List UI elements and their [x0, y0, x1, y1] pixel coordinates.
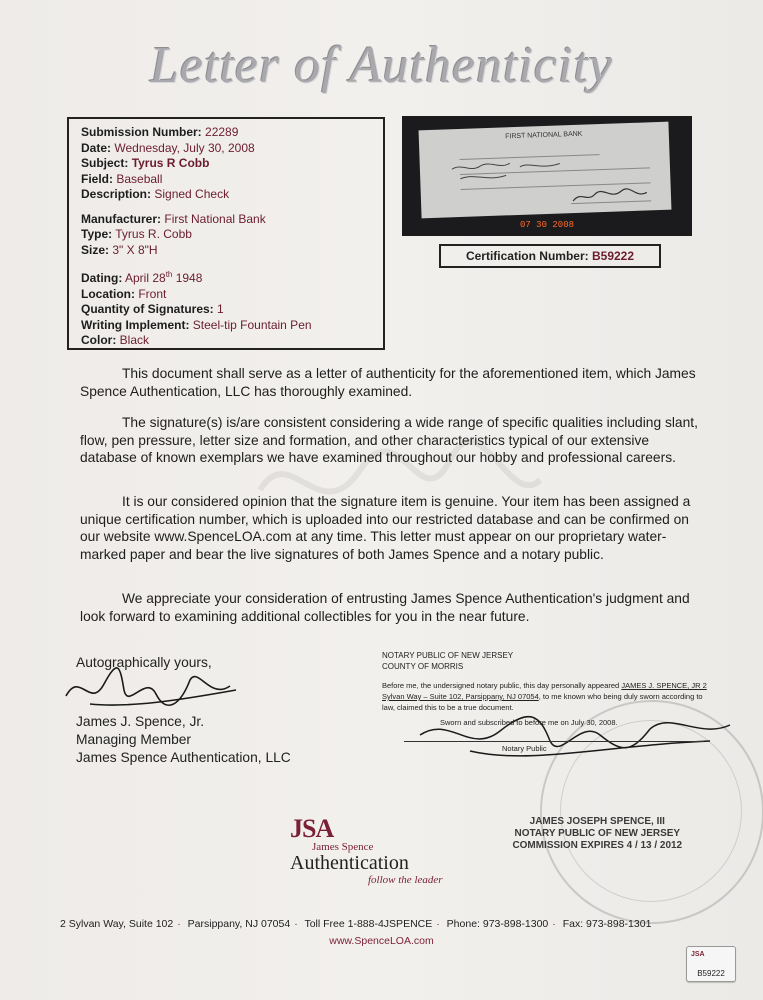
quantity-row: Quantity of Signatures: 1 — [81, 302, 224, 316]
jsa-hologram-sticker: JSA B59222 — [686, 946, 736, 982]
color-row: Color: Black — [81, 333, 150, 347]
description-row: Description: Signed Check — [81, 187, 230, 201]
signer-company: James Spence Authentication, LLC — [76, 750, 291, 765]
jsa-logo-tagline: follow the leader — [368, 874, 443, 886]
page-title: Letter of Authenticity — [150, 37, 613, 94]
jsa-logo-mark: JSA — [290, 814, 334, 843]
body-paragraph-4: We appreciate your consideration of entrusting James Spence Authentication's judgment and look forward to examining additional collectibles for you in the near future. — [80, 591, 690, 624]
body-paragraph-2: The signature(s) is/are consistent considering a wide range of specific qualities including slant, flow, pen pressure, letter size and formation, and other characteristics typical of our extensive database of known exemplars we have examined throughout our hobby and professional careers. — [80, 415, 698, 465]
body-paragraph-1: This document shall serve as a letter of authenticity for the aforementioned item, which James Spence Authentication, LLC has thoroughly examined. — [80, 366, 696, 399]
jsa-logo-name: James Spence — [312, 841, 374, 853]
body-paragraph-3: It is our considered opinion that the signature item is genuine. Your item has been assigned a unique certification number, which is uploaded into our restricted database and can be confirmed on our website www.SpenceLOA.com at any time. This letter must appear on our proprietary water-marked paper and bear the live signatures of both James Spence and a notary public. — [80, 494, 691, 562]
check-handwriting-icon — [450, 157, 571, 185]
sticker-number: B59222 — [697, 969, 725, 978]
notary-signature-line — [404, 741, 704, 742]
check-signature-icon — [571, 186, 652, 205]
footer-contact: 2 Sylvan Way, Suite 102 · Parsippany, NJ 07054 · Toll Free 1-888-4JSPENCE · Phone: 973-898-1300 · Fax: 973-898-1301 — [60, 918, 652, 930]
type-row: Type: Tyrus R. Cobb — [81, 227, 192, 241]
notary-public-label: Notary Public — [502, 744, 547, 753]
photo-date-stamp: 07 30 2008 — [519, 220, 574, 230]
certification-number-box: Certification Number: B59222 — [439, 244, 661, 268]
manufacturer-row: Manufacturer: First National Bank — [81, 211, 266, 226]
spence-signature-icon — [60, 660, 240, 720]
signer-role: Managing Member — [76, 732, 192, 747]
subject-row: Subject: Tyrus R Cobb — [81, 156, 210, 170]
notary-signature-icon — [410, 705, 740, 775]
check-bank-name: FIRST NATIONAL BANK — [505, 130, 583, 141]
date-row: Date: Wednesday, July 30, 2008 — [81, 140, 255, 155]
implement-row: Writing Implement: Steel-tip Fountain Pen — [81, 317, 312, 332]
item-details-box — [67, 117, 385, 350]
signer-block — [76, 713, 291, 767]
footer-website: www.SpenceLOA.com — [329, 935, 434, 947]
submission-number-row: Submission Number: 22289 — [81, 125, 239, 139]
check-photo — [402, 116, 692, 236]
notary-stamp: JAMES JOSEPH SPENCE, III NOTARY PUBLIC OF NEW JERSEY COMMISSION EXPIRES 4 / 13 / 2012 — [512, 815, 683, 851]
notary-sworn: Sworn and subscribed to before me on July 30, 2008. — [440, 718, 618, 727]
dating-row: Dating: April 28th 1948 — [81, 270, 203, 285]
signer-name: James J. Spence, Jr. — [76, 714, 205, 729]
jsa-logo — [290, 816, 490, 886]
notary-line-1: NOTARY PUBLIC OF NEW JERSEY — [382, 651, 514, 660]
location-row: Location: Front — [81, 286, 167, 301]
jsa-logo-authentication: Authentication — [290, 852, 409, 874]
field-row: Field: Baseball — [81, 171, 163, 186]
closing-text: Autographically yours, — [76, 655, 212, 670]
notary-line-2: COUNTY OF MORRIS — [382, 662, 464, 671]
size-row: Size: 3" X 8"H — [81, 242, 158, 257]
check-image — [419, 122, 672, 219]
notary-statement: Before me, the undersigned notary public, this day personally appeared JAMES J. SPENCE, JR 2 Sylvan Way – Suite 102, Parsippany, NJ 07054, to me known who being duly sworn according to law, claimed this to be a true document. — [382, 681, 707, 712]
